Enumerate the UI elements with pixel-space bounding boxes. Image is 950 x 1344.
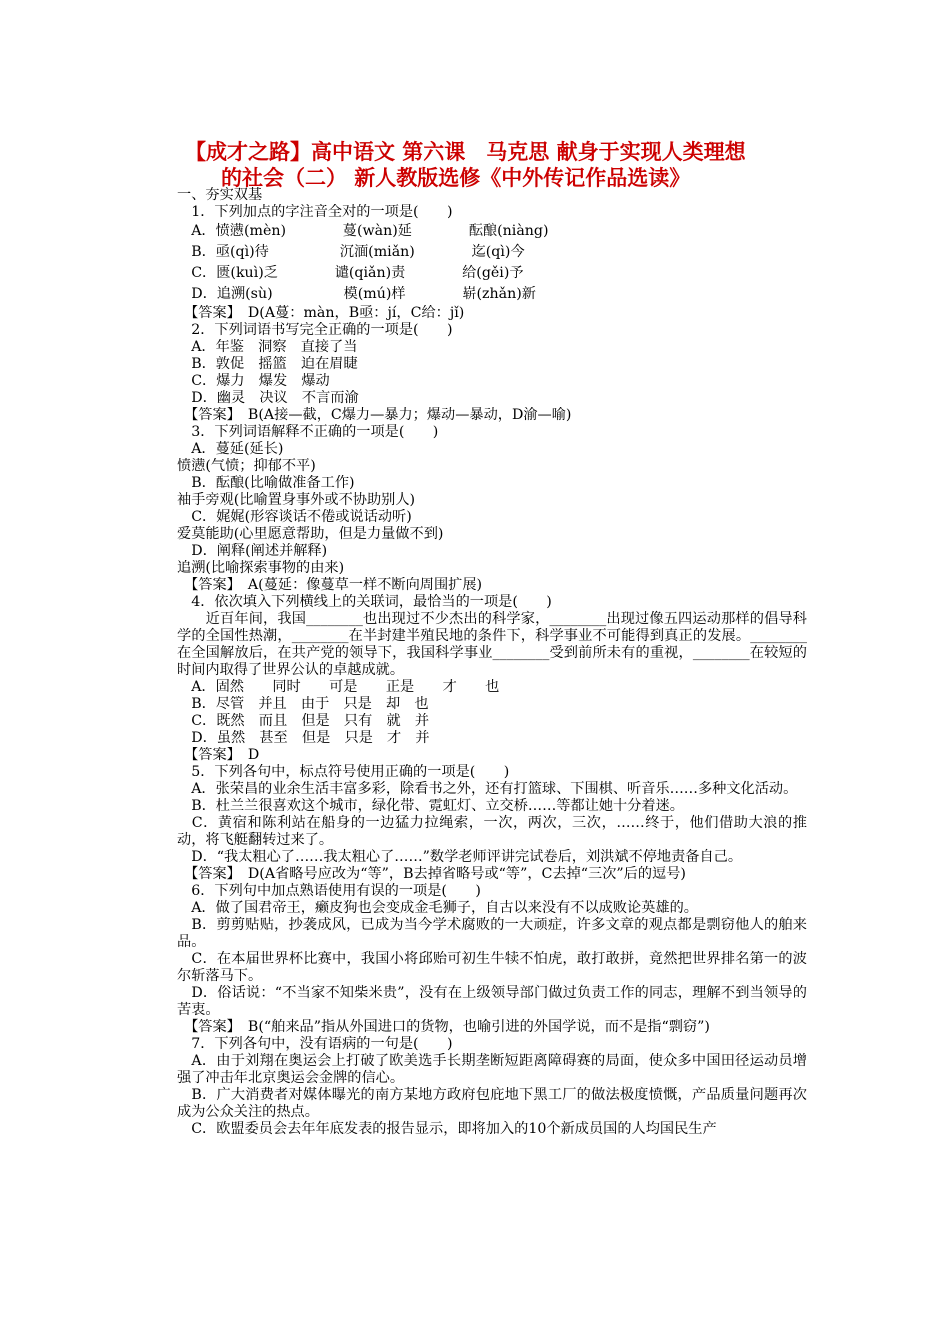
text-line: 【答案】 B(A接—截，C爆力—暴力；爆动—暴动，D渝—喻) <box>177 407 572 423</box>
paragraph: 近百年间，我国________也出现过不少杰出的科学家，________出现过像五四运动那样的倡导科学的全国性热潮，________在半封建半殖民地的条件下，科学事业不可能得到真正的发展。________在全国解放后，在共产党的领导下，我国科学事业________受到前所未有的重视，________在较短的时间内取得了世界公认的卓越成就。 <box>177 611 807 678</box>
text-line: B．酝酿(比喻做准备工作) <box>177 475 355 491</box>
text-line: C．爆力 爆发 爆动 <box>177 373 330 389</box>
paragraph: C．欧盟委员会去年年底发表的报告显示，即将加入的10个新成员国的人均国民生产 <box>177 1121 717 1137</box>
text-line: 【答案】 A(蔓延：像蔓草一样不断向周围扩展) <box>177 577 483 593</box>
text-line: A．年鉴 洞察 直接了当 <box>177 339 358 355</box>
text-line: D．追溯(sù) 模(mú)样 崭(zhǎn)新 <box>177 286 536 302</box>
title-line-1: 【成才之路】高中语文 第六课 马克思 献身于实现人类理想 <box>185 140 746 164</box>
text-line: C．匮(kuì)乏 谴(qiǎn)责 给(gěi)予 <box>177 265 524 281</box>
text-line: 爱莫能助(心里愿意帮助，但是力量做不到) <box>177 526 444 542</box>
paragraph: D．“我太粗心了……我太粗心了……”数学老师评讲完试卷后，刘洪斌不停地责备自己。 <box>177 849 743 865</box>
paragraph: 7．下列各句中，没有语病的一句是( ) <box>177 1036 453 1052</box>
text-line: A．蔓延(延长) <box>177 441 284 457</box>
text-line: D．幽灵 决议 不言而渝 <box>177 390 359 406</box>
text-line: A．固然 同时 可是 正是 才 也 <box>177 679 500 695</box>
document-title <box>185 139 825 191</box>
paragraph: A．做了国君帝王，癞皮狗也会变成金毛狮子，自古以来没有不以成败论英雄的。 <box>177 900 698 916</box>
text-line: 【答案】 D(A蔓：màn，B亟：jí，C给：jǐ) <box>177 305 465 321</box>
text-line: C．娓娓(形容谈话不倦或说话动听) <box>177 509 412 525</box>
text-line: A．愤懑(mèn) 蔓(wàn)延 酝酿(niàng) <box>177 223 549 239</box>
text-line: 5．下列各句中，标点符号使用正确的一项是( ) <box>177 764 510 780</box>
paragraph: 【答案】 D(A省略号应改为“等”，B去掉省略号或“等”，C去掉“三次”后的逗号) <box>177 866 686 882</box>
paragraph: A．由于刘翔在奥运会上打破了欧美选手长期垄断短距离障碍赛的局面，使众多中国田径运动员增强了冲击年北京奥运会金牌的信心。 <box>177 1053 807 1086</box>
text-line: 追溯(比喻探索事物的由来) <box>177 560 345 576</box>
text-line: 1．下列加点的字注音全对的一项是( ) <box>177 204 453 220</box>
paragraph: B．剪剪贴贴，抄袭成风，已成为当今学术腐败的一大顽症，许多文章的观点都是剽窃他人的舶来品。 <box>177 917 807 950</box>
paragraph: B．广大消费者对媒体曝光的南方某地方政府包庇地下黑工厂的做法极度愤慨，产品质量问题再次成为公众关注的热点。 <box>177 1087 807 1120</box>
text-line: 袖手旁观(比喻置身事外或不协助别人) <box>177 492 416 508</box>
text-line: 2．下列词语书写完全正确的一项是( ) <box>177 322 453 338</box>
document-body <box>177 187 807 1138</box>
text-line: 【答案】 D <box>177 747 260 763</box>
text-line: C．既然 而且 但是 只有 就 并 <box>177 713 430 729</box>
paragraph: B．杜兰兰很喜欢这个城市，绿化带、霓虹灯、立交桥……等都让她十分着迷。 <box>177 798 684 814</box>
text-line: 愤懑(气愤；抑郁不平) <box>177 458 316 474</box>
text-line: 一、夯实双基 <box>177 187 263 203</box>
paragraph: 6．下列句中加点熟语使用有误的一项是( ) <box>177 883 481 899</box>
text-line: D．虽然 甚至 但是 只是 才 并 <box>177 730 430 746</box>
paragraph: D．俗话说：“不当家不知柴米贵”，没有在上级领导部门做过负责工作的同志，理解不到当领导的苦衷。 <box>177 985 807 1018</box>
title-line-2: 的社会（二） 新人教版选修《中外传记作品选读》 <box>221 166 691 190</box>
paragraph: 【答案】 B(“舶来品”指从外国进口的货物，也喻引进的外国学说，而不是指“剽窃”) <box>177 1019 710 1035</box>
text-line: B．敦促 摇篮 迫在眉睫 <box>177 356 358 372</box>
text-line: B．亟(qì)待 沉湎(miǎn) 迄(qì)今 <box>177 244 525 260</box>
paragraph: C．黄宿和陈利站在船身的一边猛力拉绳索，一次，两次，三次，……终于，他们借助大浪的推动，将飞艇翻转过来了。 <box>177 815 807 848</box>
text-line: B．尽管 并且 由于 只是 却 也 <box>177 696 429 712</box>
text-line: 3．下列词语解释不正确的一项是( ) <box>177 424 439 440</box>
paragraph: C．在本届世界杯比赛中，我国小将邱贻可初生牛犊不怕虎，敢打敢拼，竟然把世界排名第一的波尔斩落马下。 <box>177 951 807 984</box>
text-line: 4．依次填入下列横线上的关联词，最恰当的一项是( ) <box>177 594 552 610</box>
text-line: D．阐释(阐述并解释) <box>177 543 328 559</box>
paragraph: A．张荣昌的业余生活丰富多彩，除看书之外，还有打篮球、下围棋、听音乐……多种文化活动。 <box>177 781 798 797</box>
